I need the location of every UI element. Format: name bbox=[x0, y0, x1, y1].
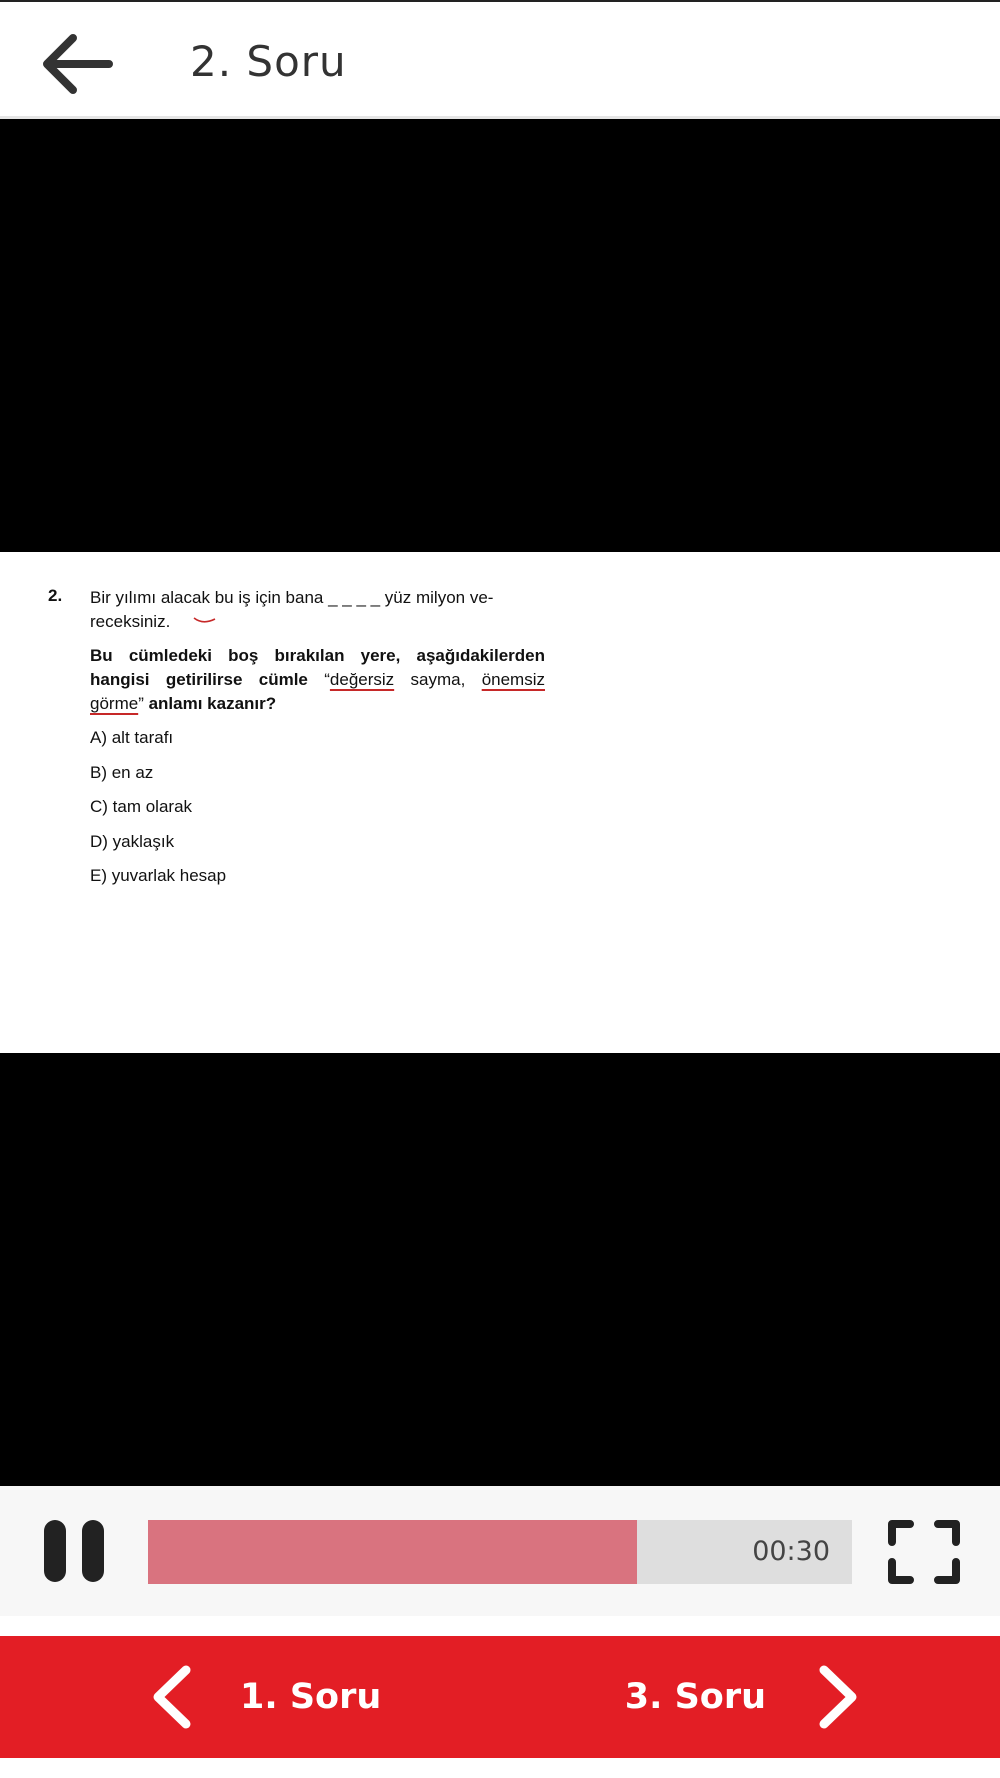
video-bottom-area bbox=[0, 1053, 1000, 1486]
option-b: B) en az bbox=[90, 762, 154, 782]
back-button[interactable] bbox=[30, 24, 120, 104]
prompt-quote-open: “ bbox=[307, 670, 330, 689]
pause-button[interactable] bbox=[42, 1520, 106, 1584]
page-title: 2. Soru bbox=[190, 37, 347, 86]
question-stem-line-1: Bir yılımı alacak bu iş için bana _ _ _ _ yüz milyon ve- bbox=[90, 588, 494, 607]
question-stem bbox=[90, 586, 545, 634]
option-d: D) yaklaşık bbox=[90, 831, 175, 851]
option-c: C) tam olarak bbox=[90, 797, 193, 816]
question-number: 2. bbox=[48, 586, 63, 605]
chevron-left-icon bbox=[150, 1664, 194, 1730]
prompt-word-gorme: görme bbox=[90, 694, 139, 713]
next-question-button[interactable] bbox=[625, 1656, 860, 1738]
next-question-label: 3. Soru bbox=[624, 1677, 766, 1717]
prompt-bold-2: anlamı kazanır? bbox=[148, 694, 277, 713]
prompt-middle: sayma, bbox=[394, 670, 482, 689]
header bbox=[0, 2, 1000, 119]
progress-fill bbox=[148, 1520, 637, 1584]
player-controls bbox=[0, 1486, 1000, 1616]
question-stem-line-2: receksiniz. bbox=[90, 612, 171, 631]
answer-options bbox=[90, 728, 545, 901]
progress-bar[interactable] bbox=[148, 1520, 852, 1584]
previous-question-label: 1. Soru bbox=[240, 1677, 382, 1717]
question-image bbox=[0, 552, 1000, 1053]
prompt-bold-1: Bu cümledeki boş bırakılan yere, aşağıdakilerden hangisi getirilirse cümle bbox=[90, 646, 545, 689]
option-a: A) alt tarafı bbox=[90, 728, 174, 747]
time-display: 00:30 bbox=[752, 1536, 830, 1567]
video-top-area bbox=[0, 119, 1000, 552]
question-prompt bbox=[90, 644, 545, 716]
previous-question-button[interactable] bbox=[150, 1656, 381, 1738]
option-e: E) yuvarlak hesap bbox=[90, 866, 227, 885]
prompt-word-onemsiz: önemsiz bbox=[481, 670, 545, 689]
fullscreen-button[interactable] bbox=[888, 1520, 960, 1584]
question-navigation bbox=[0, 1636, 1000, 1758]
prompt-word-degersiz: değersiz bbox=[329, 670, 395, 689]
fullscreen-icon bbox=[888, 1520, 960, 1584]
chevron-right-icon bbox=[816, 1664, 860, 1730]
prompt-quote-close: ” bbox=[138, 694, 149, 713]
arrow-left-icon bbox=[37, 32, 113, 96]
ink-mark bbox=[193, 616, 217, 624]
